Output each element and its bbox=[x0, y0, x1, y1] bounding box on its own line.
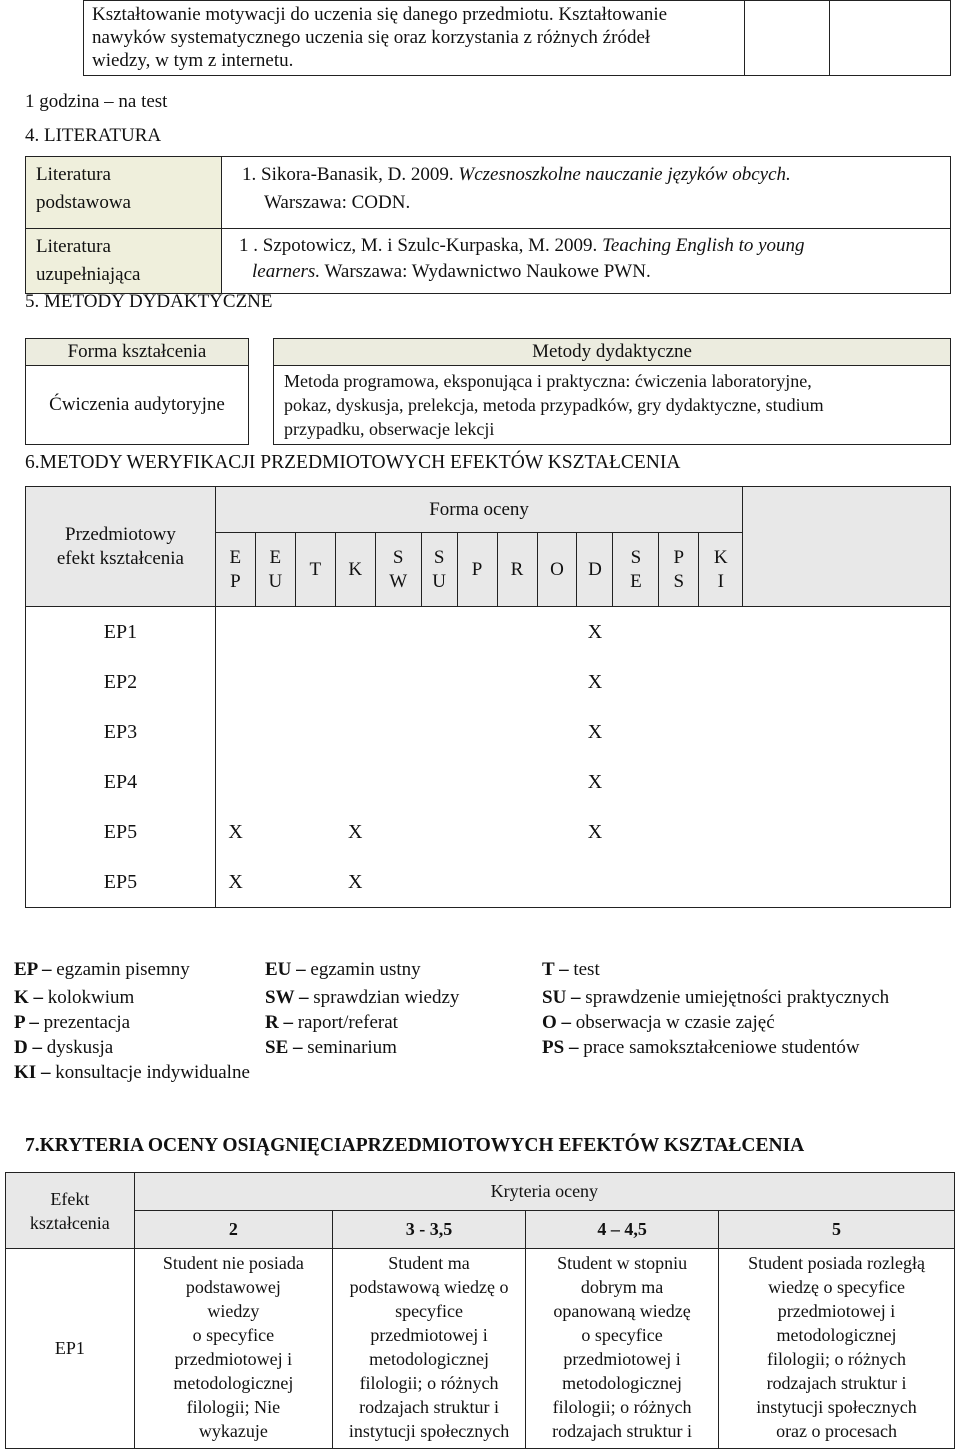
section6-heading: 6.METODY WERYFIKACJI PRZEDMIOTOWYCH EFEKTÓW KSZTAŁCENIA bbox=[25, 452, 681, 473]
legend-item: K – kolokwium bbox=[14, 987, 135, 1008]
mark-cell bbox=[421, 757, 457, 807]
top-text-line: Kształtowanie motywacji do uczenia się danego przedmiotu. Kształtowanie bbox=[92, 4, 668, 25]
mark-cell bbox=[613, 607, 659, 658]
mark-cell bbox=[375, 807, 421, 857]
table-row bbox=[26, 607, 951, 658]
form-code-header: S W bbox=[375, 533, 421, 607]
mark-cell bbox=[699, 757, 743, 807]
effect-label: EP5 bbox=[26, 857, 216, 908]
mark-cell bbox=[659, 857, 699, 908]
form-code-header: E P bbox=[215, 533, 255, 607]
mark-cell bbox=[613, 757, 659, 807]
mark-cell bbox=[421, 607, 457, 658]
legend-item: EP – egzamin pisemny bbox=[14, 959, 190, 980]
mark-cell bbox=[659, 807, 699, 857]
mark-cell bbox=[335, 657, 375, 707]
mark-cell: X bbox=[335, 857, 375, 908]
form-value: Ćwiczenia audytoryjne bbox=[26, 366, 249, 445]
table-row bbox=[26, 757, 951, 807]
legend-item: T – test bbox=[542, 959, 600, 980]
mark-cell: X bbox=[587, 720, 603, 743]
mark-cell: X bbox=[347, 820, 363, 843]
mark-cell bbox=[613, 807, 659, 857]
form-code-header: R bbox=[497, 533, 537, 607]
mark-cell bbox=[255, 607, 295, 658]
mark-cell bbox=[457, 707, 497, 757]
mark-cell bbox=[421, 707, 457, 757]
section5-heading: 5. METODY DYDAKTYCZNE bbox=[25, 291, 273, 312]
effect-label: EP1 bbox=[26, 607, 216, 658]
supplementary-literature-label: Literatura uzupełniająca bbox=[26, 229, 222, 294]
legend-item: KI – konsultacje indywidualne bbox=[14, 1062, 250, 1083]
mark-cell bbox=[255, 657, 295, 707]
mark-cell bbox=[375, 757, 421, 807]
form-code-header: P bbox=[457, 533, 497, 607]
mark-cell bbox=[295, 857, 335, 908]
ver-empty-cell bbox=[743, 757, 951, 807]
mark-cell: X bbox=[215, 857, 255, 908]
mark-cell bbox=[215, 607, 255, 658]
legend-item: EU – egzamin ustny bbox=[265, 959, 421, 980]
mark-cell bbox=[699, 657, 743, 707]
top-table bbox=[83, 0, 951, 76]
legend-item: SU – sprawdzenie umiejętności praktycznych bbox=[542, 987, 890, 1008]
ver-empty-cell bbox=[743, 807, 951, 857]
form-code-header: K I bbox=[699, 533, 743, 607]
mark-cell bbox=[375, 707, 421, 757]
mark-cell bbox=[497, 757, 537, 807]
mark-cell bbox=[497, 657, 537, 707]
mark-cell bbox=[457, 807, 497, 857]
basic-literature-content: 1. Sikora-Banasik, D. 2009. Wczesnoszkolne nauczanie języków obcych. Warszawa: CODN. bbox=[222, 157, 951, 229]
legend-item: D – dyskusja bbox=[14, 1037, 114, 1058]
mark-cell bbox=[255, 707, 295, 757]
grade-4: 4 – 4,5 bbox=[526, 1211, 719, 1249]
mark-cell bbox=[537, 607, 577, 658]
methods-table bbox=[25, 338, 951, 445]
mark-cell bbox=[375, 657, 421, 707]
mark-cell bbox=[537, 857, 577, 908]
mark-cell bbox=[577, 857, 613, 908]
form-code-header: S U bbox=[421, 533, 457, 607]
table-row bbox=[26, 707, 951, 757]
section7-heading: 7.KRYTERIA OCENY OSIĄGNIĘCIAPRZEDMIOTOWYCH EFEKTÓW KSZTAŁCENIA bbox=[25, 1135, 805, 1156]
ver-empty-cell bbox=[743, 707, 951, 757]
basic-literature-label: Literatura podstawowa bbox=[26, 157, 222, 229]
ver-empty-col bbox=[743, 487, 951, 607]
forma-oceny-header: Forma oceny bbox=[215, 487, 742, 533]
legend-item: SW – sprawdzian wiedzy bbox=[265, 987, 460, 1008]
section4-heading: 4. LITERATURA bbox=[25, 125, 162, 146]
effect-label: EP5 bbox=[26, 807, 216, 857]
mark-cell bbox=[497, 807, 537, 857]
crit-row-label: EP1 bbox=[6, 1249, 135, 1449]
literature-table bbox=[25, 156, 951, 294]
mark-cell bbox=[457, 607, 497, 658]
grade-2: 2 bbox=[134, 1211, 332, 1249]
mark-cell bbox=[295, 657, 335, 707]
crit-effect-header: Efekt kształcenia bbox=[6, 1173, 135, 1249]
form-code-header: E U bbox=[255, 533, 295, 607]
effect-label: EP2 bbox=[26, 657, 216, 707]
col-methods-header: Metody dydaktyczne bbox=[274, 339, 951, 366]
mark-cell bbox=[457, 757, 497, 807]
top-text-cell bbox=[84, 1, 745, 76]
mark-cell bbox=[255, 807, 295, 857]
form-code-header: O bbox=[537, 533, 577, 607]
mark-cell bbox=[295, 707, 335, 757]
criteria-cell: Student posiada rozległą wiedzę o specyfice przedmiotowej i metodologicznej filologii; o różnych rodzajach struktur i instytucji społecznych oraz o procesach bbox=[719, 1249, 955, 1449]
top-empty-cell bbox=[745, 1, 830, 76]
mark-cell bbox=[659, 607, 699, 658]
mark-cell bbox=[699, 707, 743, 757]
legend-item: R – raport/referat bbox=[265, 1012, 398, 1033]
form-code-header: K bbox=[335, 533, 375, 607]
top-empty-cell bbox=[830, 1, 951, 76]
form-code-header: T bbox=[295, 533, 335, 607]
mark-cell bbox=[255, 757, 295, 807]
criteria-cell: Student w stopniu dobrym ma opanowaną wiedzę o specyfice przedmiotowej i metodologicznej filologii; o różnych rodzajach struktur i bbox=[526, 1249, 719, 1449]
criteria-table bbox=[5, 1172, 955, 1449]
hours-note: 1 godzina – na test bbox=[25, 91, 168, 112]
mark-cell bbox=[295, 757, 335, 807]
mark-cell bbox=[215, 707, 255, 757]
criteria-cell: Student ma podstawową wiedzę o specyfice przedmiotowej i metodologicznej filologii; o różnych rodzajach struktur i instytucji społecznych bbox=[333, 1249, 526, 1449]
criteria-cell: Student nie posiada podstawowej wiedzy o specyfice przedmiotowej i metodologicznej filologii; Nie wykazuje bbox=[134, 1249, 332, 1449]
table-row bbox=[26, 807, 951, 857]
grade-3: 3 - 3,5 bbox=[333, 1211, 526, 1249]
ver-empty-cell bbox=[743, 607, 951, 658]
mark-cell bbox=[215, 757, 255, 807]
mark-cell bbox=[421, 807, 457, 857]
form-code-header: D bbox=[577, 533, 613, 607]
mark-cell: X bbox=[228, 820, 243, 843]
mark-cell: X bbox=[587, 770, 603, 793]
ver-empty-cell bbox=[743, 657, 951, 707]
mark-cell bbox=[613, 707, 659, 757]
legend-item: P – prezentacja bbox=[14, 1012, 131, 1033]
criteria-header: Kryteria oceny bbox=[134, 1173, 954, 1211]
mark-cell bbox=[335, 707, 375, 757]
mark-cell bbox=[537, 807, 577, 857]
mark-cell bbox=[497, 857, 537, 908]
top-text-line: wiedzy, w tym z internetu. bbox=[92, 50, 294, 71]
legend-item: O – obserwacja w czasie zajęć bbox=[542, 1012, 775, 1033]
table-row bbox=[26, 857, 951, 908]
supplementary-literature-content: 1 . Szpotowicz, M. i Szulc-Kurpaska, M. 2009. Teaching English to young learners. Warszawa: Wydawnictwo Naukowe PWN. bbox=[222, 229, 951, 294]
mark-cell bbox=[335, 757, 375, 807]
mark-cell bbox=[699, 607, 743, 658]
mark-cell bbox=[375, 607, 421, 658]
mark-cell bbox=[699, 807, 743, 857]
spacer bbox=[249, 339, 274, 366]
effect-label: EP4 bbox=[26, 757, 216, 807]
effect-header: Przedmiotowy efekt kształcenia bbox=[26, 487, 216, 607]
mark-cell bbox=[497, 707, 537, 757]
verification-table bbox=[25, 486, 951, 908]
grade-5: 5 bbox=[719, 1211, 955, 1249]
top-text-line: nawyków systematycznego uczenia się oraz korzystania z różnych źródeł bbox=[92, 27, 651, 48]
col-form-header: Forma kształcenia bbox=[26, 339, 249, 366]
spacer bbox=[249, 366, 274, 445]
mark-cell bbox=[421, 657, 457, 707]
mark-cell bbox=[537, 707, 577, 757]
mark-cell bbox=[613, 657, 659, 707]
methods-value: Metoda programowa, eksponująca i praktyczna: ćwiczenia laboratoryjne, pokaz, dyskusja, prelekcja, metoda przypadków, gry dydaktyczne, studium przypadku, obserwacje lekcji bbox=[274, 366, 951, 445]
mark-cell bbox=[699, 857, 743, 908]
mark-cell bbox=[215, 657, 255, 707]
effect-label: EP3 bbox=[26, 707, 216, 757]
table-row bbox=[26, 657, 951, 707]
legend-item: PS – prace samokształceniowe studentów bbox=[542, 1037, 860, 1058]
mark-cell: X bbox=[587, 820, 603, 843]
mark-cell bbox=[457, 857, 497, 908]
ver-empty-cell bbox=[743, 857, 951, 908]
form-code-header: P S bbox=[659, 533, 699, 607]
mark-cell bbox=[659, 707, 699, 757]
mark-cell bbox=[295, 807, 335, 857]
mark-cell bbox=[255, 857, 295, 908]
mark-cell bbox=[375, 857, 421, 908]
legend-item: SE – seminarium bbox=[265, 1037, 397, 1058]
mark-cell bbox=[659, 657, 699, 707]
mark-cell bbox=[497, 607, 537, 658]
mark-cell: X bbox=[587, 620, 603, 643]
mark-cell bbox=[457, 657, 497, 707]
mark-cell: X bbox=[587, 670, 603, 693]
mark-cell bbox=[613, 857, 659, 908]
mark-cell bbox=[295, 607, 335, 658]
mark-cell bbox=[335, 607, 375, 658]
form-code-header: S E bbox=[613, 533, 659, 607]
mark-cell bbox=[659, 757, 699, 807]
criteria-row bbox=[6, 1249, 955, 1449]
mark-cell bbox=[537, 657, 577, 707]
mark-cell bbox=[537, 757, 577, 807]
mark-cell bbox=[421, 857, 457, 908]
